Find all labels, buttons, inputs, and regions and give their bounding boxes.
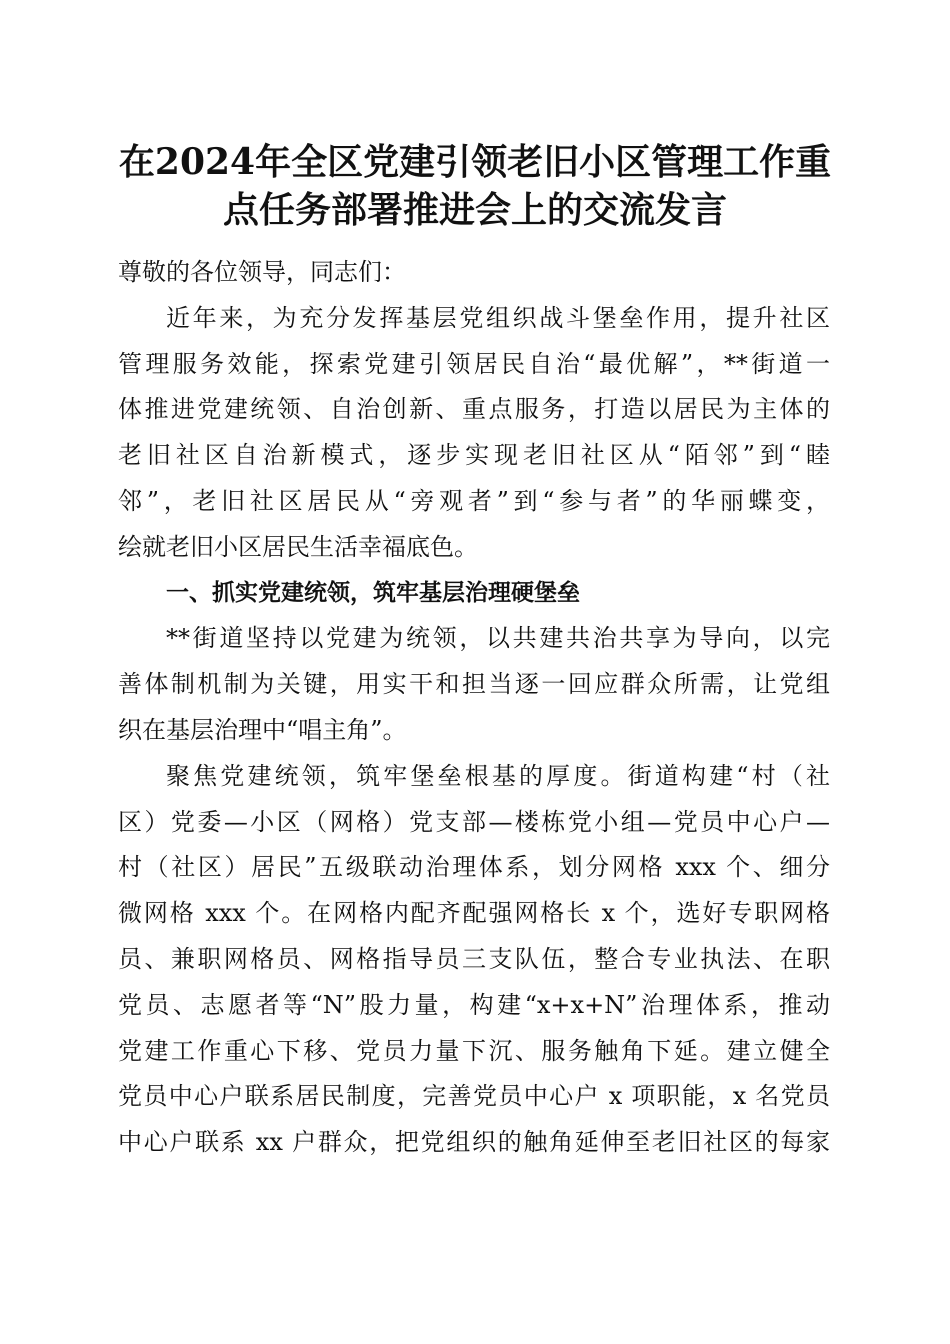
section-heading: 一、抓实党建统领，筑牢基层治理硬堡垒 <box>166 579 580 606</box>
paragraph-line: 党建工作重心下移、党员力量下沉、服务触角下延。建立健全 <box>118 1036 830 1065</box>
paragraph-line: 党员中心户联系居民制度，完善党员中心户 x 项职能，x 名党员 <box>118 1082 830 1111</box>
paragraph-line: 织在基层治理中“唱主角”。 <box>118 715 407 744</box>
intro-line: 老旧社区自治新模式，逐步实现老旧社区从“陌邻”到“睦 <box>118 441 830 470</box>
paragraph-line: 区）党委—小区（网格）党支部—楼栋党小组—党员中心户— <box>118 807 830 836</box>
paragraph-line: 员、兼职网格员、网格指导员三支队伍，整合专业执法、在职 <box>118 944 830 973</box>
salutation: 尊敬的各位领导，同志们： <box>118 258 406 286</box>
document-title-line-1: 在2024年全区党建引领老旧小区管理工作重 <box>118 141 832 183</box>
paragraph-line: 中心户联系 xx 户群众，把党组织的触角延伸至老旧社区的每家 <box>118 1128 830 1157</box>
document-title-line-2: 点任务部署推进会上的交流发言 <box>222 189 727 231</box>
paragraph-line: 村（社区）居民”五级联动治理体系，划分网格 xxx 个、细分 <box>118 853 830 882</box>
intro-line: 管理服务效能，探索党建引领居民自治“最优解”，**街道一 <box>118 349 830 378</box>
paragraph-line: 微网格 xxx 个。在网格内配齐配强网格长 x 个，选好专职网格 <box>118 899 830 928</box>
paragraph-line: 善体制机制为关键，用实干和担当逐一回应群众所需，让党组 <box>118 670 830 699</box>
paragraph-line: 党员、志愿者等“N”股力量，构建“x+x+N”治理体系，推动 <box>118 990 830 1019</box>
intro-line: 绘就老旧小区居民生活幸福底色。 <box>118 532 478 561</box>
intro-line: 近年来，为充分发挥基层党组织战斗堡垒作用，提升社区 <box>166 303 830 332</box>
intro-line: 邻”，老旧社区居民从“旁观者”到“参与者”的华丽蝶变， <box>118 486 830 515</box>
paragraph-line: 聚焦党建统领，筑牢堡垒根基的厚度。街道构建“村（社 <box>166 761 830 790</box>
document-body <box>118 250 830 1166</box>
intro-line: 体推进党建统领、自治创新、重点服务，打造以居民为主体的 <box>118 395 830 424</box>
paragraph-line: **街道坚持以党建为统领，以共建共治共享为导向，以完 <box>166 624 830 653</box>
